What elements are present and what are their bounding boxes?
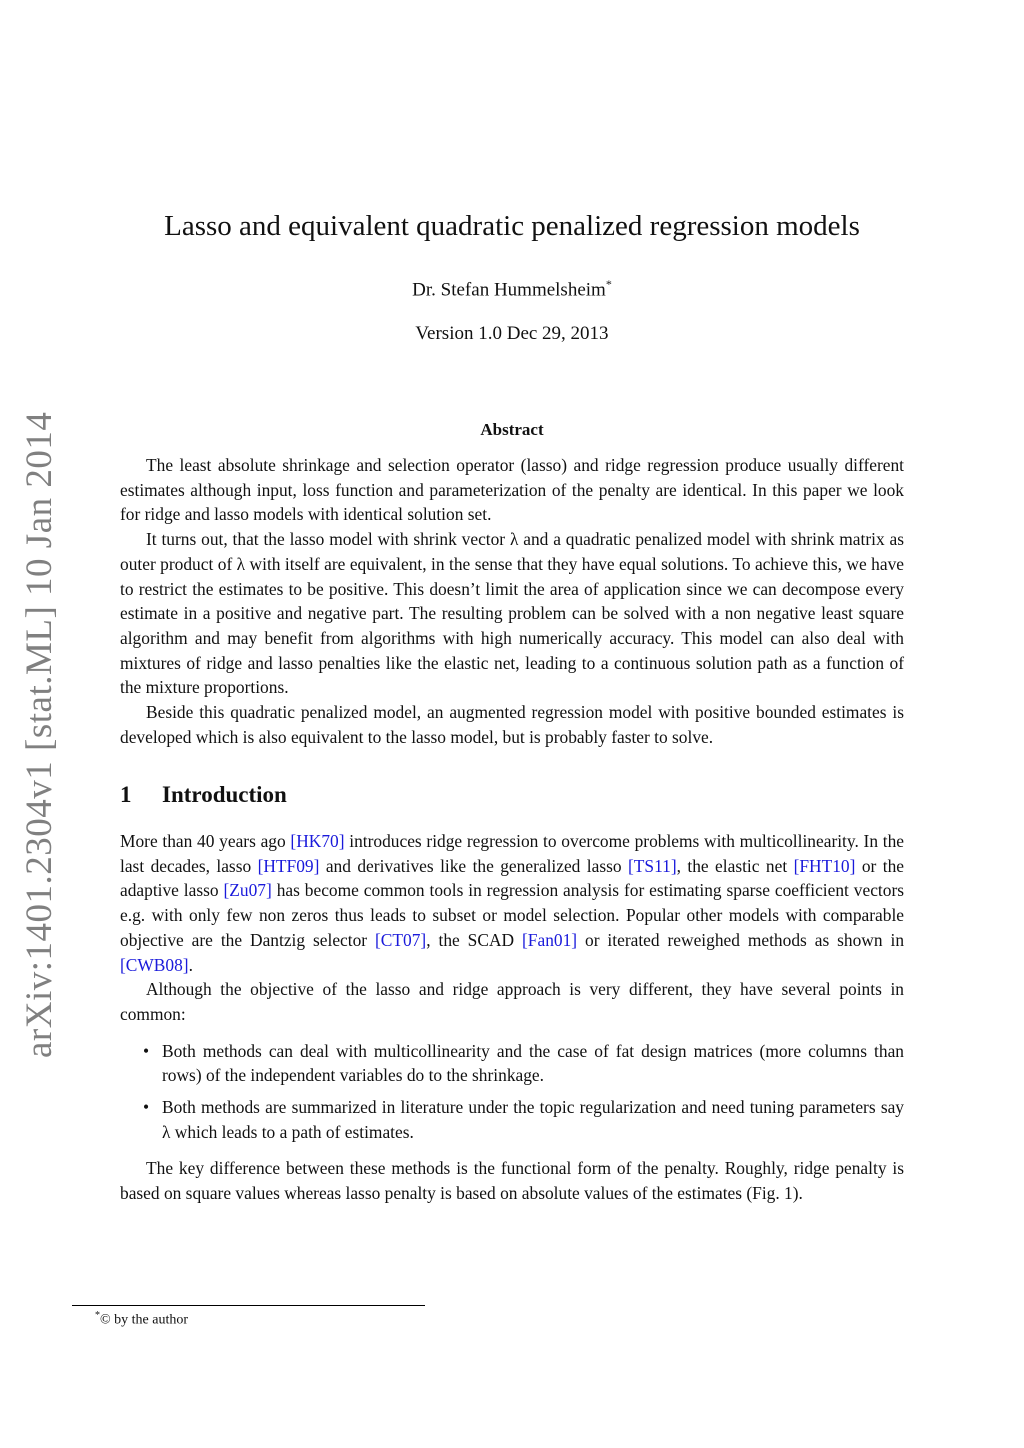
text: , the elastic net	[676, 855, 794, 876]
citation-link[interactable]: [Zu07]	[223, 880, 272, 901]
introduction-body	[120, 829, 904, 1206]
abstract-paragraph: The least absolute shrinkage and selection operator (lasso) and ridge regression produce usually different estimates although input, loss function and parameterization of the penalty are identical. In this paper we look for ridge and lasso models with identical solution set.	[120, 455, 904, 525]
footnote-rule	[72, 1305, 425, 1306]
bullet-list	[120, 1039, 904, 1145]
bullet-icon: •	[143, 1040, 150, 1061]
citation-link[interactable]: [CWB08]	[120, 954, 189, 975]
text: or iterated reweighed methods as shown in	[577, 929, 905, 950]
citation-link[interactable]: [HTF09]	[257, 855, 320, 876]
section-heading	[120, 782, 287, 808]
citation-link[interactable]: [HK70]	[290, 831, 345, 851]
citation-link[interactable]: [FHT10]	[793, 855, 856, 876]
abstract	[120, 453, 904, 749]
footnote-mark[interactable]: *	[605, 277, 612, 291]
author-name: Dr. Stefan Hummelsheim	[412, 279, 606, 301]
footnote	[95, 1310, 188, 1329]
list-item	[143, 1095, 904, 1144]
list-item	[143, 1039, 904, 1088]
intro-paragraph	[120, 829, 904, 977]
text: and derivatives like the generalized lasso	[319, 855, 628, 876]
citation-link[interactable]: [Fan01]	[522, 929, 578, 950]
intro-paragraph: Although the objective of the lasso and ridge approach is very different, they have several points in common:	[120, 979, 904, 1024]
author	[0, 277, 1024, 301]
paper-title: Lasso and equivalent quadratic penalized regression models	[164, 210, 860, 242]
list-item-text: Both methods can deal with multicollinearity and the case of fat design matrices (more columns than rows) of the independent variables do to the shrinkage.	[162, 1040, 904, 1086]
version-date: Version 1.0 Dec 29, 2013	[415, 323, 609, 344]
abstract-heading: Abstract	[480, 420, 544, 439]
citation-link[interactable]: [CT07]	[375, 929, 427, 950]
text: introduces ridge regression to overcome problems with multicollinearity. In the last decades, lasso	[120, 831, 904, 876]
arxiv-stamp: arXiv:1401.2304v1 [stat.ML] 10 Jan 2014	[19, 411, 60, 1058]
bullet-icon: •	[143, 1097, 150, 1118]
abstract-paragraph: Beside this quadratic penalized model, an augmented regression model with positive bounded estimates is developed which is also equivalent to the lasso model, but is probably faster to solve.	[120, 702, 904, 747]
text: or the adaptive lasso	[120, 855, 904, 901]
abstract-paragraph: It turns out, that the lasso model with shrink vector λ and a quadratic penalized model with shrink matrix as outer product of λ with itself are equivalent, in the sense that they have equal solutions. To achieve this, we have to restrict the estimates to be positive. This doesn’t limit the area of application since we can decompose every estimate in a positive and negative part. The resulting problem can be solved with a non negative least square algorithm and may benefit from algorithms with high numerically accuracy. This model can also deal with mixtures of ridge and lasso penalties like the elastic net, leading to a continuous solution path as a function of the mixture proportions.	[120, 529, 904, 698]
text: .	[188, 954, 193, 975]
text: has become common tools in regression analysis for estimating sparse coefficient vectors e.g. with only few non zeros thus leads to subset or model selection. Popular other models with comparable objective are the Dantzig selector	[120, 880, 904, 950]
text: , the SCAD	[426, 929, 523, 950]
footnote-mark: *	[95, 1310, 100, 1321]
citation-link[interactable]: [TS11]	[628, 855, 677, 876]
text: More than 40 years ago	[120, 831, 291, 851]
footnote-text: © by the author	[100, 1312, 189, 1328]
section-title: Introduction	[162, 782, 287, 807]
section-number: 1	[120, 782, 132, 807]
intro-paragraph: The key difference between these methods is the functional form of the penalty. Roughly, ridge penalty is based on square values whereas lasso penalty is based on absolute values of the estimates (Fig. 1).	[120, 1158, 904, 1204]
list-item-text: Both methods are summarized in literature under the topic regularization and need tuning parameters say λ which leads to a path of estimates.	[162, 1097, 904, 1142]
